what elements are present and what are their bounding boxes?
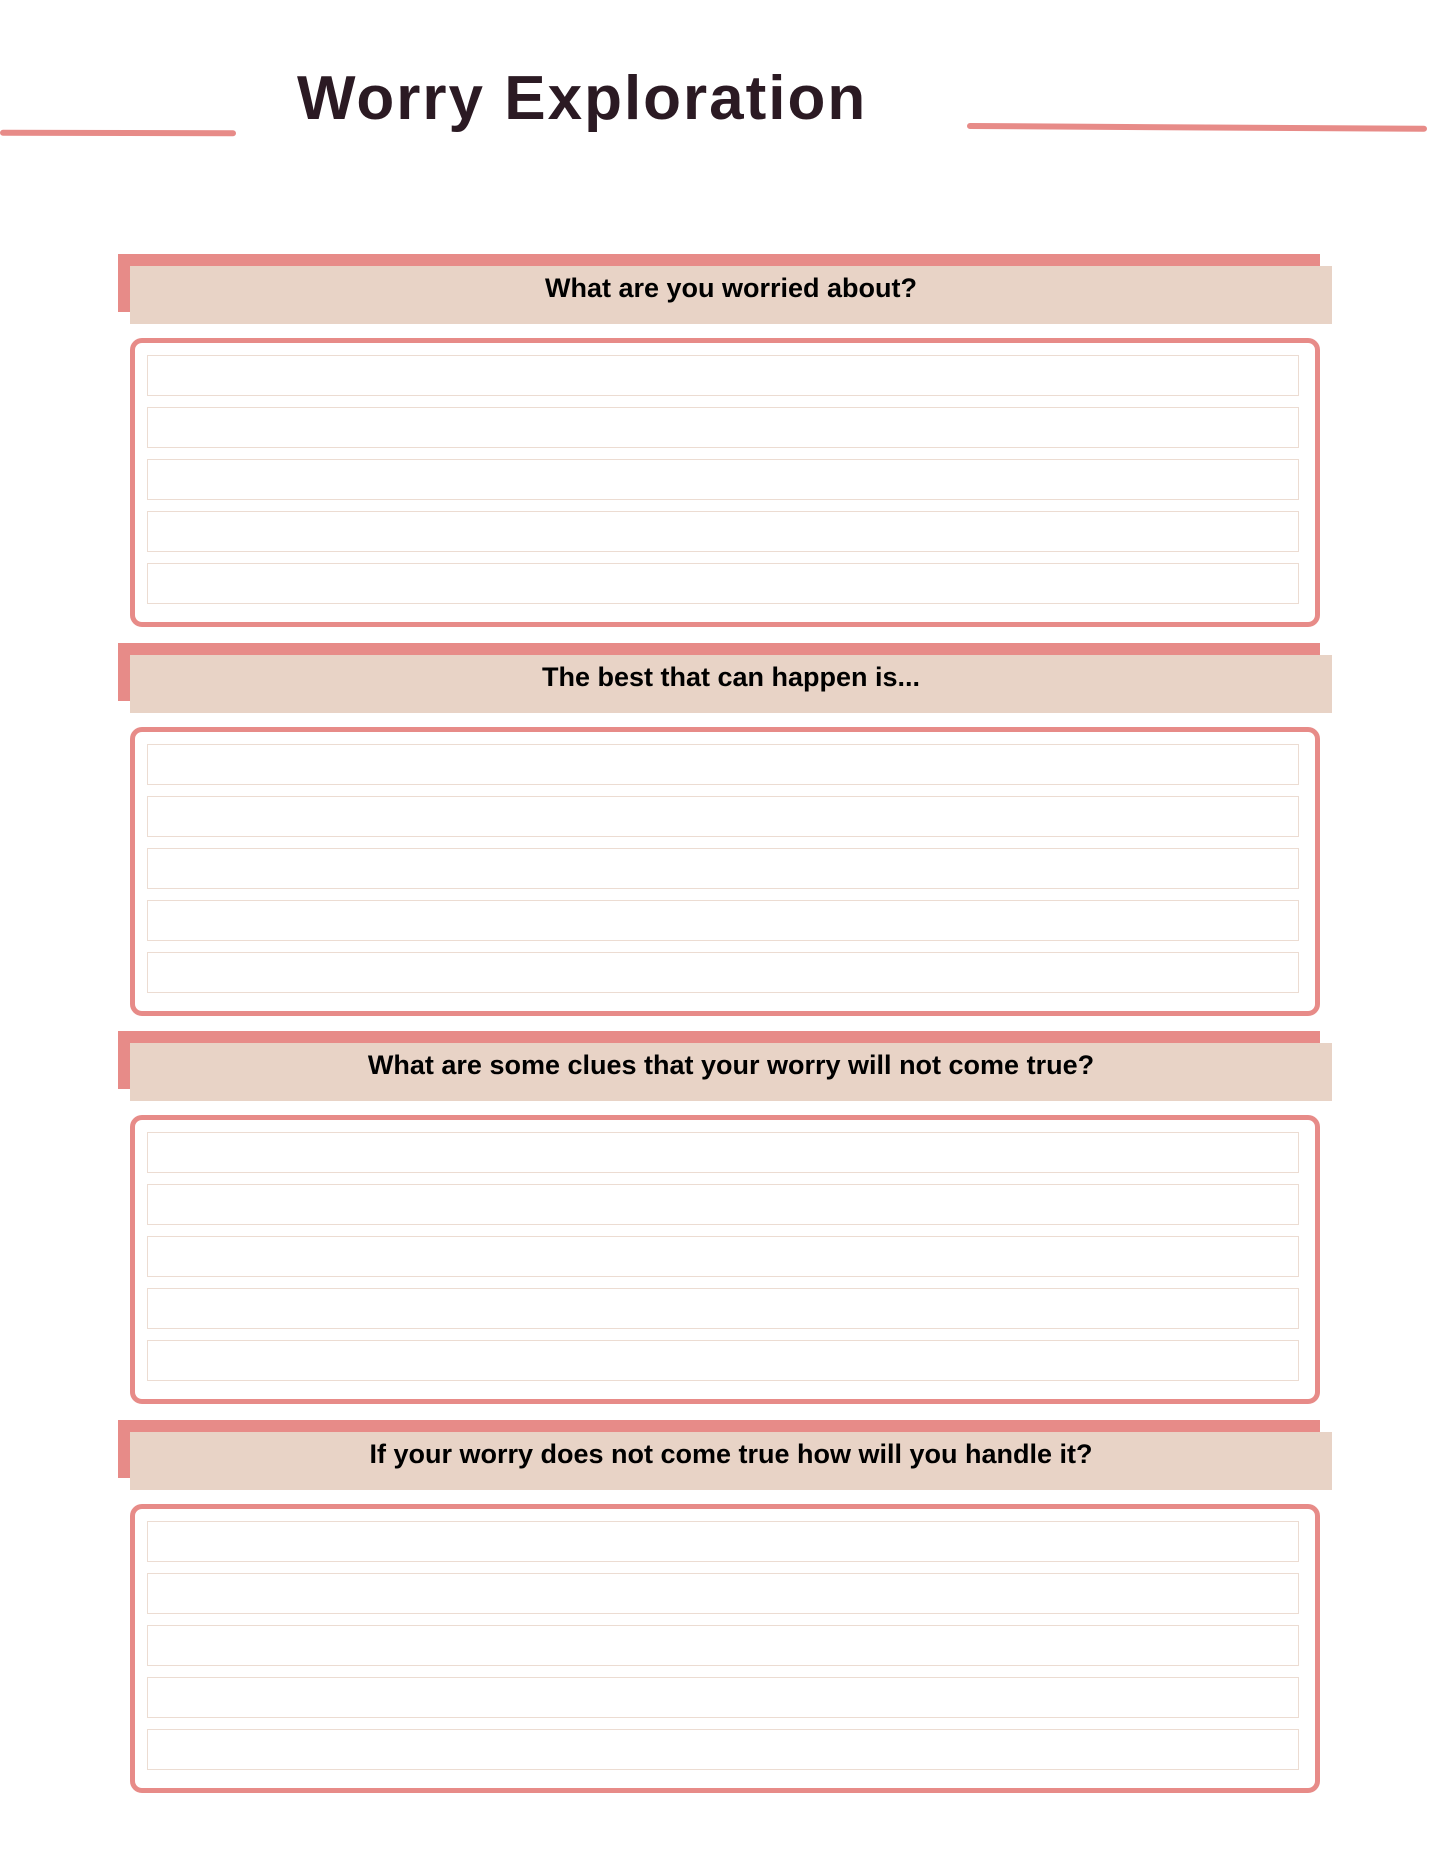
answer-box [130,727,1320,1016]
answer-line-1[interactable] [147,1132,1299,1173]
page-title: Worry Exploration [297,64,868,133]
answer-line-4[interactable] [147,1288,1299,1329]
answer-line-1[interactable] [147,1521,1299,1562]
answer-line-2[interactable] [147,407,1299,448]
answer-line-2[interactable] [147,796,1299,837]
answer-line-5[interactable] [147,1729,1299,1770]
answer-line-1[interactable] [147,744,1299,785]
section-header: What are you worried about? [130,266,1332,324]
answer-line-5[interactable] [147,563,1299,604]
answer-line-3[interactable] [147,848,1299,889]
answer-line-2[interactable] [147,1184,1299,1225]
decorative-line-right [967,123,1427,132]
answer-line-2[interactable] [147,1573,1299,1614]
section-header: If your worry does not come true how will you handle it? [130,1432,1332,1490]
answer-line-3[interactable] [147,1236,1299,1277]
answer-line-1[interactable] [147,355,1299,396]
section-header: The best that can happen is... [130,655,1332,713]
answer-line-3[interactable] [147,1625,1299,1666]
answer-line-3[interactable] [147,459,1299,500]
answer-box [130,1504,1320,1793]
answer-line-5[interactable] [147,1340,1299,1381]
answer-box [130,1115,1320,1404]
answer-line-5[interactable] [147,952,1299,993]
answer-line-4[interactable] [147,900,1299,941]
answer-line-4[interactable] [147,1677,1299,1718]
section-header: What are some clues that your worry will not come true? [130,1043,1332,1101]
answer-line-4[interactable] [147,511,1299,552]
section-worried-about [118,254,1332,624]
section-best-case [118,643,1332,1013]
decorative-line-left [0,130,236,136]
section-clues [118,1031,1332,1401]
section-handle-it [118,1420,1332,1790]
answer-box [130,338,1320,627]
